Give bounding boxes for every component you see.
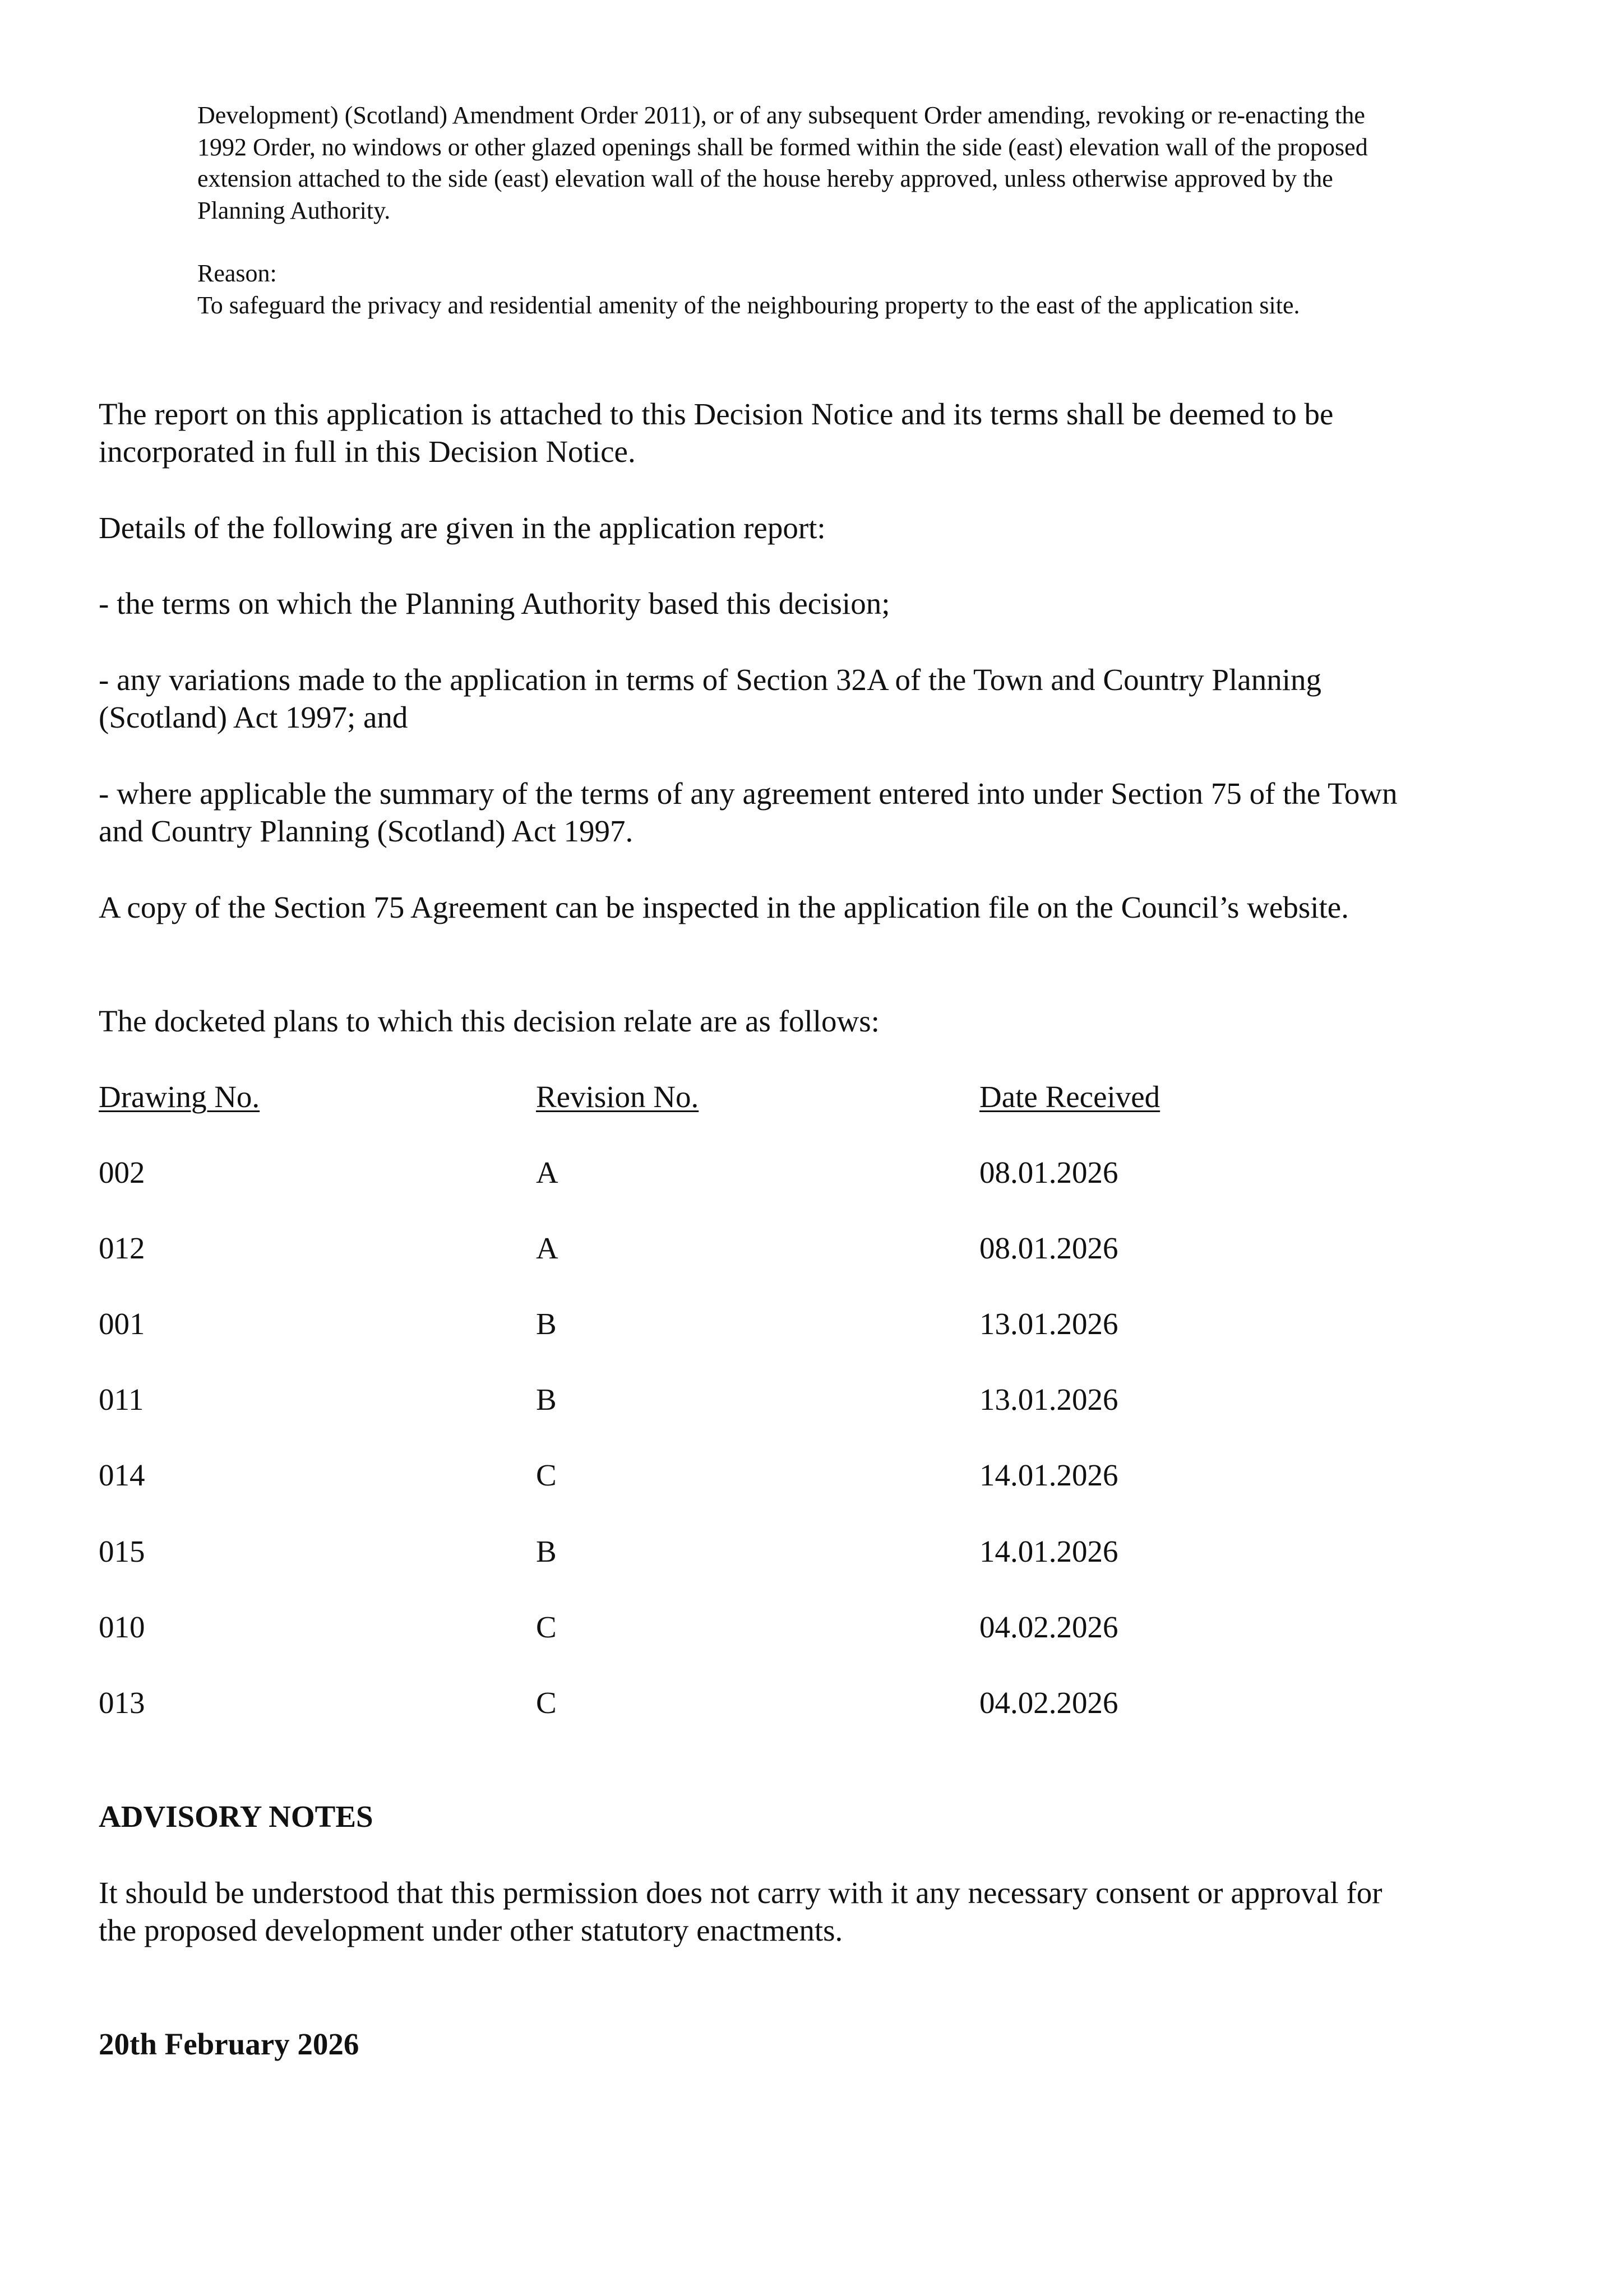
table-row [99, 1381, 1332, 1420]
header-revision-no: Revision No. [536, 1080, 699, 1114]
table-row [99, 1533, 1332, 1572]
table-row [99, 1684, 1332, 1723]
date-received: 08.01.2026 [979, 1155, 1118, 1189]
header-drawing-no: Drawing No. [99, 1080, 260, 1114]
details-intro-paragraph: Details of the following are given in the application report: [99, 511, 826, 545]
revision-number: C [536, 1610, 557, 1644]
bullet-agreement: - where applicable the summary of the terms of any agreement entered into under Section 75 of the Town and Country Planning (Scotland) Act 1997. [99, 776, 1398, 848]
plans-table-header [99, 1078, 1332, 1117]
drawing-number: 013 [99, 1686, 145, 1720]
revision-number: C [536, 1686, 557, 1720]
drawing-number: 014 [99, 1458, 145, 1492]
decision-date: 20th February 2026 [99, 2027, 359, 2061]
reason-label: Reason: [197, 260, 277, 287]
date-received: 04.02.2026 [979, 1610, 1118, 1644]
table-row [99, 1229, 1332, 1269]
table-row [99, 1456, 1332, 1496]
revision-number: C [536, 1458, 557, 1492]
report-attached-paragraph: The report on this application is attached to this Decision Notice and its terms shall be deemed to be incorporated in full in this Decision Notice. [99, 397, 1334, 469]
revision-number: B [536, 1307, 557, 1341]
date-received: 08.01.2026 [979, 1231, 1118, 1265]
table-row [99, 1154, 1332, 1193]
date-received: 14.01.2026 [979, 1458, 1118, 1492]
date-received: 04.02.2026 [979, 1686, 1118, 1720]
header-date-received: Date Received [979, 1080, 1160, 1114]
bullet-variations: - any variations made to the application in terms of Section 32A of the Town and Country Planning (Scotland) Act 1997; and [99, 663, 1321, 734]
revision-number: B [536, 1382, 557, 1417]
revision-number: B [536, 1534, 557, 1568]
section75-copy-paragraph: A copy of the Section 75 Agreement can be inspected in the application file on the Council’s website. [99, 890, 1349, 924]
docketed-intro-paragraph: The docketed plans to which this decision relate are as follows: [99, 1004, 880, 1038]
reason-text: To safeguard the privacy and residential amenity of the neighbouring property to the east of the application site. [197, 291, 1300, 319]
table-row [99, 1608, 1332, 1647]
revision-number: A [536, 1155, 558, 1189]
drawing-number: 002 [99, 1155, 145, 1189]
condition-text: Development) (Scotland) Amendment Order 2011), or of any subsequent Order amending, revoking or re-enacting the 1992 Order, no windows or other glazed openings shall be formed within the side (east) elevation wall of the proposed extension attached to the side (east) elevation wall of the house hereby approved, unless otherwise approved by the Planning Authority. [197, 101, 1368, 224]
table-row [99, 1305, 1332, 1344]
drawing-number: 010 [99, 1610, 145, 1644]
drawing-number: 001 [99, 1307, 145, 1341]
date-received: 13.01.2026 [979, 1307, 1118, 1341]
condition-block [197, 100, 1391, 321]
drawing-number: 011 [99, 1382, 144, 1417]
advisory-notes-heading: ADVISORY NOTES [99, 1799, 373, 1834]
revision-number: A [536, 1231, 558, 1265]
date-received: 13.01.2026 [979, 1382, 1118, 1417]
advisory-notes-text: It should be understood that this permission does not carry with it any necessary consent or approval for the proposed development under other statutory enactments. [99, 1876, 1382, 1947]
drawing-number: 015 [99, 1534, 145, 1568]
bullet-terms: - the terms on which the Planning Authority based this decision; [99, 586, 890, 621]
date-received: 14.01.2026 [979, 1534, 1118, 1568]
drawing-number: 012 [99, 1231, 145, 1265]
